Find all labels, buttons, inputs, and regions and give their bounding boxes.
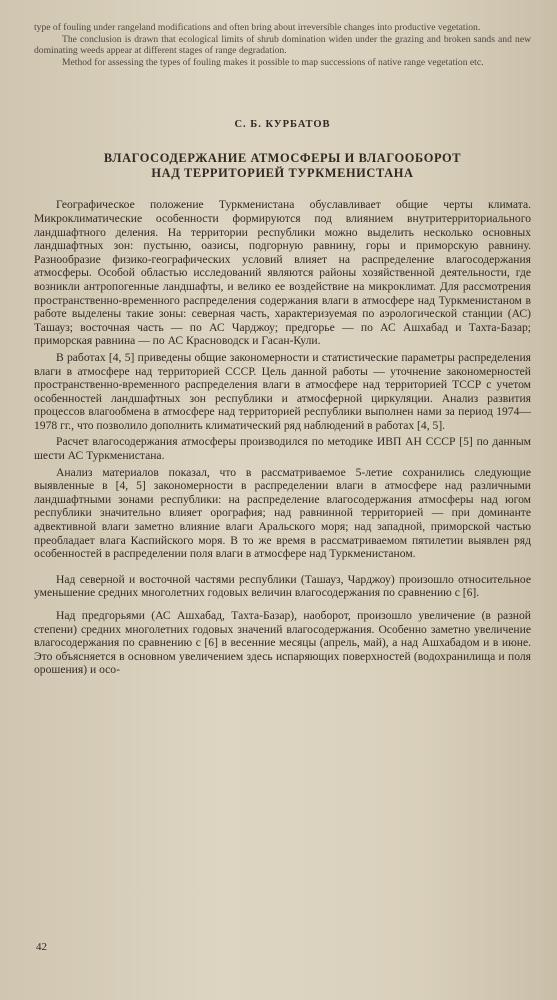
summary-paragraph-1: type of fouling under rangeland modifications and often bring about irreversible changes into productive vegetation. (34, 22, 481, 33)
body-paragraph-3: Расчет влагосодержания атмосферы производился по методике ИВП АН СССР [5] по данным шести АС Туркменистана. (34, 435, 531, 463)
body-paragraph-6: Над предгорьями (АС Ашхабад, Тахта-Базар), наоборот, произошло увеличение (в разной степени) средних многолетних годовых значений влагосодержания. Особенно заметно увеличение влагосодержания по сравнению с [6] в весенние месяцы (апрель, май), а над Ашхабадом и в июне. Это объясняется в основном увеличением здесь испаряющих поверхностей (водохранилища и поля орошения) и осо- (34, 609, 531, 677)
article-title-line-2: НАД ТЕРРИТОРИЕЙ ТУРКМЕНИСТАНА (151, 165, 414, 180)
page-number: 42 (36, 941, 47, 953)
summary-paragraph-3: Method for assessing the types of fouling makes it possible to map successions of native range vegetation etc. (62, 56, 484, 68)
body-paragraph-4: Анализ материалов показал, что в рассматриваемое 5-летие сохранились следующие выявленные в [4, 5] закономерности в распределении влаги в атмосфере над различными ландшафтными зонами республики: на распределение влагосодержания атмосферы над югом республики значительно влияет орография; над равнинной территорией — при доминанте адвективной влаги заметно влияние влаги Аральского моря; над западной, приморской частью преобладает влага Каспийского моря. В то же время в рассматриваемом пятилетии выявлен ряд особенностей в распределении поля влаги в атмосфере над Туркменистаном. (34, 465, 531, 561)
article-title (34, 151, 531, 180)
english-summary (34, 22, 531, 68)
article-author: С. Б. КУРБАТОВ (234, 119, 331, 131)
summary-paragraph-2: The conclusion is drawn that ecological limits of shrub domination widen under the grazing and broken sands and new dominating weeds appear at different stages of range degradation. (34, 33, 531, 57)
article-title-line-1: ВЛАГОСОДЕРЖАНИЕ АТМОСФЕРЫ И ВЛАГООБОРОТ (103, 151, 462, 166)
body-paragraph-1: Географическое положение Туркменистана обуславливает общие черты климата. Микроклиматические особенности формируются под влиянием внутритерриториального ландшафтного деления. На территории республики можно выделить несколько основных ландшафтных зон: пустыню, оазисы, подгорную равнину, горы и приморскую равнину. Разнообразие физико-географических условий влияет на распределение влагосодержания атмосферы. Особой областью исследований являются районы хозяйственной деятельности, где возникли антропогенные ландшафты, и велико ее воздействие на микроклимат. Для рассмотрения пространственно-временного распределения содержания влаги в атмосфере над Туркменистаном в работе выделены такие зоны: северная часть, характеризуемая по аэрологической станции (АС) Ташауз; восточная часть — по АС Чарджоу; предгорье — по АС Ашхабад и Тахта-Базар; приморская равнина — по АС Красноводск и Гасан-Кули. (34, 198, 531, 348)
body-paragraph-5: Над северной и восточной частями республики (Ташауз, Чарджоу) произошло относительное уменьшение средних многолетних годовых величин влагосодержания по сравнению с [6]. (34, 572, 531, 600)
body-paragraph-2: В работах [4, 5] приведены общие закономерности и статистические параметры распределения влаги в атмосфере над территорией СССР. Цель данной работы — уточнение закономерностей пространственно-временного распределения влаги в атмосфере над территорией ТССР с учетом особенностей ландшафтных зон республики и атмосферной циркуляции. Анализ развития процессов влагообмена в атмосфере над территорией республики выполнен нами за период 1974—1978 гг., что позволило дополнить климатический ряд наблюдений в работах [4, 5]. (34, 350, 531, 432)
article-body (34, 198, 531, 677)
